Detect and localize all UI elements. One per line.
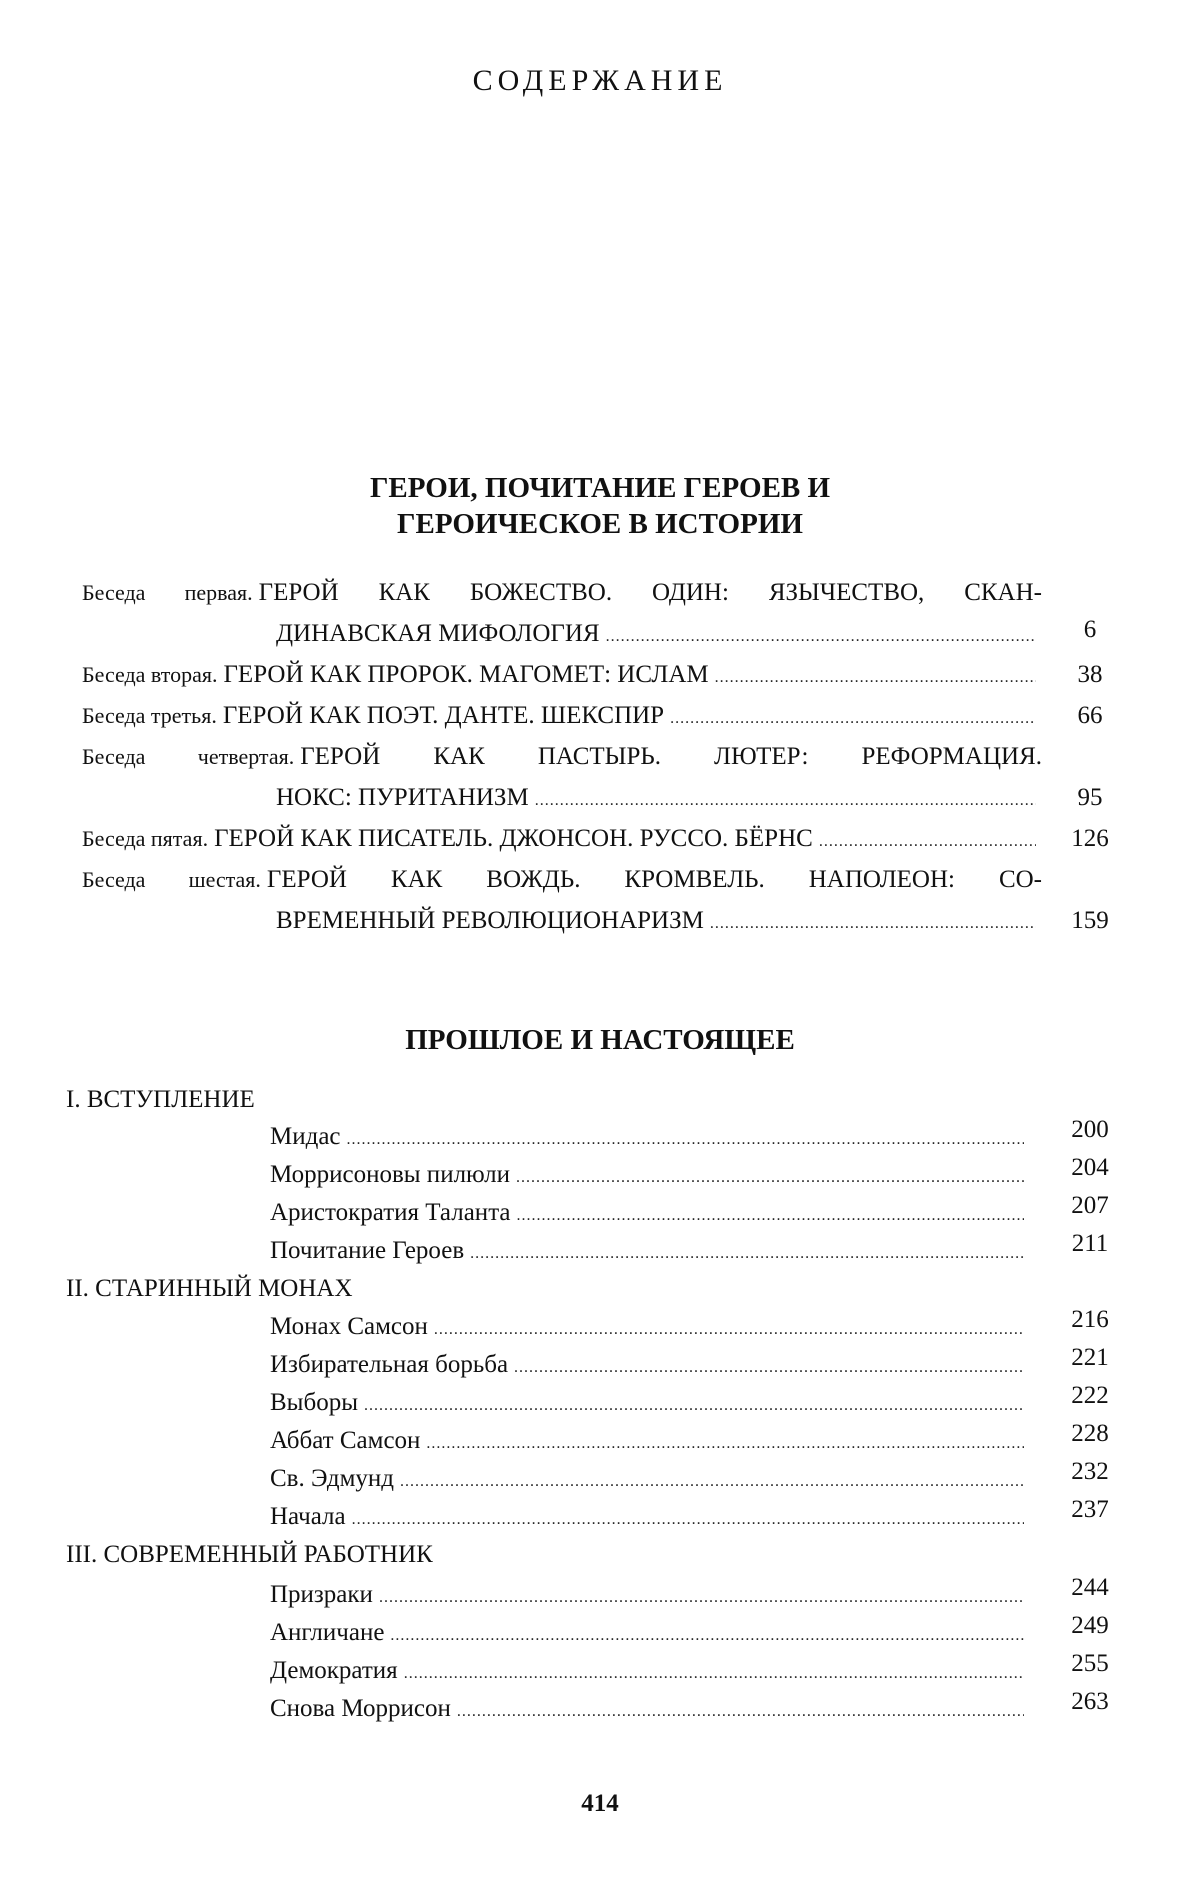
toc-entry[interactable]	[82, 572, 1122, 657]
toc-subentry-title: Монах Самсон	[270, 1313, 428, 1340]
toc-entry[interactable]	[82, 695, 1042, 739]
chapter-title: II. СТАРИННЫЙ МОНАХ	[66, 1275, 353, 1302]
toc-entry-title: ГЕРОЙ КАК ПРОРОК. МАГОМЕТ: ИСЛАМ	[223, 661, 709, 688]
leader-dots	[457, 1696, 1024, 1728]
toc-subentry-title: Выборы	[270, 1389, 358, 1416]
toc-entry-title-cont: ДИНАВСКАЯ МИФОЛОГИЯ	[276, 620, 600, 647]
toc-subentry[interactable]	[270, 1235, 1030, 1270]
toc-subentry-title: Мидас	[270, 1123, 341, 1150]
toc-entry-label: Беседа пятая.	[82, 826, 209, 851]
toc-subentry-title: Почитание Героев	[270, 1237, 465, 1264]
toc-subentry-title: Призраки	[270, 1581, 373, 1608]
leader-dots	[404, 1658, 1024, 1690]
leader-dots	[670, 698, 1036, 739]
toc-subentry[interactable]	[270, 1197, 1030, 1232]
leader-dots	[606, 616, 1036, 657]
page-number: 126	[1071, 825, 1109, 852]
toc-subentry-title: Аристократия Таланта	[270, 1199, 511, 1226]
toc-subentry[interactable]	[270, 1693, 1030, 1728]
toc-entry[interactable]	[82, 654, 1042, 698]
toc-subentry[interactable]	[270, 1579, 1030, 1614]
toc-subentry-title: Аббат Самсон	[270, 1427, 421, 1454]
leader-dots	[352, 1504, 1024, 1536]
page-number: 200	[1071, 1116, 1109, 1143]
toc-entry-line1	[82, 695, 664, 736]
toc-entry-line1	[82, 654, 709, 695]
leader-dots	[514, 1352, 1024, 1384]
page-number: 228	[1071, 1420, 1109, 1447]
toc-subentry[interactable]	[270, 1387, 1030, 1422]
toc-subentry[interactable]	[270, 1159, 1030, 1194]
page-number: 232	[1071, 1458, 1109, 1485]
leader-dots	[347, 1124, 1024, 1156]
leader-dots	[710, 903, 1036, 944]
part1-title	[0, 470, 1200, 542]
leader-dots	[390, 1620, 1024, 1652]
page-number: 221	[1071, 1344, 1109, 1371]
part1-title-line1: ГЕРОИ, ПОЧИТАНИЕ ГЕРОЕВ И	[369, 472, 831, 504]
toc-subentry[interactable]	[270, 1617, 1030, 1652]
toc-subentry-title: Демократия	[270, 1657, 398, 1684]
leader-dots	[516, 1162, 1024, 1194]
page-number: 207	[1071, 1192, 1109, 1219]
toc-entry-line1	[82, 736, 1042, 777]
toc-entry-title-cont: НОКС: ПУРИТАНИЗМ	[276, 784, 529, 811]
page-number: 211	[1071, 1230, 1109, 1257]
page-number: 263	[1071, 1688, 1109, 1715]
chapter-title: III. СОВРЕМЕННЫЙ РАБОТНИК	[66, 1541, 433, 1568]
toc-subentry-title: Св. Эдмунд	[270, 1465, 394, 1492]
toc-entry-label: Беседа четвертая.	[82, 744, 295, 769]
part2-title	[0, 1022, 1200, 1058]
leader-dots	[379, 1582, 1024, 1614]
leader-dots	[517, 1200, 1024, 1232]
toc-subentry[interactable]	[270, 1425, 1030, 1460]
toc-subentry[interactable]	[270, 1349, 1030, 1384]
page-number: 159	[1071, 907, 1109, 934]
toc-entry-label: Беседа первая.	[82, 580, 253, 605]
leader-dots	[819, 821, 1036, 862]
toc-entry-label: Беседа шестая.	[82, 867, 261, 892]
toc-entry-line2	[276, 900, 1042, 944]
toc-entry-title: ГЕРОЙ КАК ПАСТЫРЬ. ЛЮТЕР: РЕФОРМАЦИЯ.	[300, 743, 1042, 770]
toc-entry-line2	[276, 613, 1042, 657]
page-number: 249	[1071, 1612, 1109, 1639]
leader-dots	[715, 657, 1036, 698]
toc-entry[interactable]	[82, 736, 1122, 821]
page-number: 216	[1071, 1306, 1109, 1333]
page-number: 244	[1071, 1574, 1109, 1601]
leader-dots	[470, 1238, 1024, 1270]
toc-subentry[interactable]	[270, 1463, 1030, 1498]
page-number: 95	[1077, 784, 1103, 811]
part1-title-line2: ГЕРОИЧЕСКОЕ В ИСТОРИИ	[397, 508, 803, 540]
toc-entry[interactable]	[82, 818, 1042, 862]
leader-dots	[364, 1390, 1024, 1422]
toc-subentry-title: Снова Моррисон	[270, 1695, 451, 1722]
page-number: 255	[1071, 1650, 1109, 1677]
toc-subentry-title: Англичане	[270, 1619, 385, 1646]
leader-dots	[535, 780, 1036, 821]
page-heading: СОДЕРЖАНИЕ	[472, 64, 728, 97]
toc-entry-line1	[82, 572, 1042, 613]
page-number: 204	[1071, 1154, 1109, 1181]
leader-dots	[426, 1428, 1024, 1460]
toc-entry-label: Беседа вторая.	[82, 662, 218, 687]
toc-entry-label: Беседа третья.	[82, 703, 217, 728]
toc-subentry-title: Моррисоновы пилюли	[270, 1161, 510, 1188]
toc-entry-title: ГЕРОЙ КАК БОЖЕСТВО. ОДИН: ЯЗЫЧЕСТВО, СКАН-	[258, 579, 1042, 606]
toc-subentry[interactable]	[270, 1311, 1030, 1346]
toc-entry-title: ГЕРОЙ КАК ПИСАТЕЛЬ. ДЖОНСОН. РУССО. БЁРНС	[214, 825, 813, 852]
toc-subentry[interactable]	[270, 1501, 1030, 1536]
toc-entry[interactable]	[82, 859, 1122, 944]
toc-subentry[interactable]	[270, 1121, 1030, 1156]
page-number: 237	[1071, 1496, 1109, 1523]
toc-entry-title-cont: ВРЕМЕННЫЙ РЕВОЛЮЦИОНАРИЗМ	[276, 907, 704, 934]
toc-entry-line1	[82, 859, 1042, 900]
chapter-title: I. ВСТУПЛЕНИЕ	[66, 1086, 255, 1113]
page-number: 222	[1071, 1382, 1109, 1409]
page-number: 66	[1077, 702, 1103, 729]
toc-entry-line1	[82, 818, 813, 859]
page-number: 6	[1083, 616, 1097, 643]
toc-entry-title: ГЕРОЙ КАК ВОЖДЬ. КРОМВЕЛЬ. НАПОЛЕОН: СО-	[266, 866, 1043, 893]
folio-page-number: 414	[581, 1790, 619, 1817]
leader-dots	[400, 1466, 1024, 1498]
page-number: 38	[1077, 661, 1103, 688]
toc-subentry-title: Избирательная борьба	[270, 1351, 509, 1378]
toc-subentry-title: Начала	[270, 1503, 346, 1530]
toc-entry-title: ГЕРОЙ КАК ПОЭТ. ДАНТЕ. ШЕКСПИР	[222, 702, 665, 729]
leader-dots	[434, 1314, 1024, 1346]
toc-subentry[interactable]	[270, 1655, 1030, 1690]
toc-entry-line2	[276, 777, 1042, 821]
part2-title-text: ПРОШЛОЕ И НАСТОЯЩЕЕ	[405, 1024, 795, 1056]
